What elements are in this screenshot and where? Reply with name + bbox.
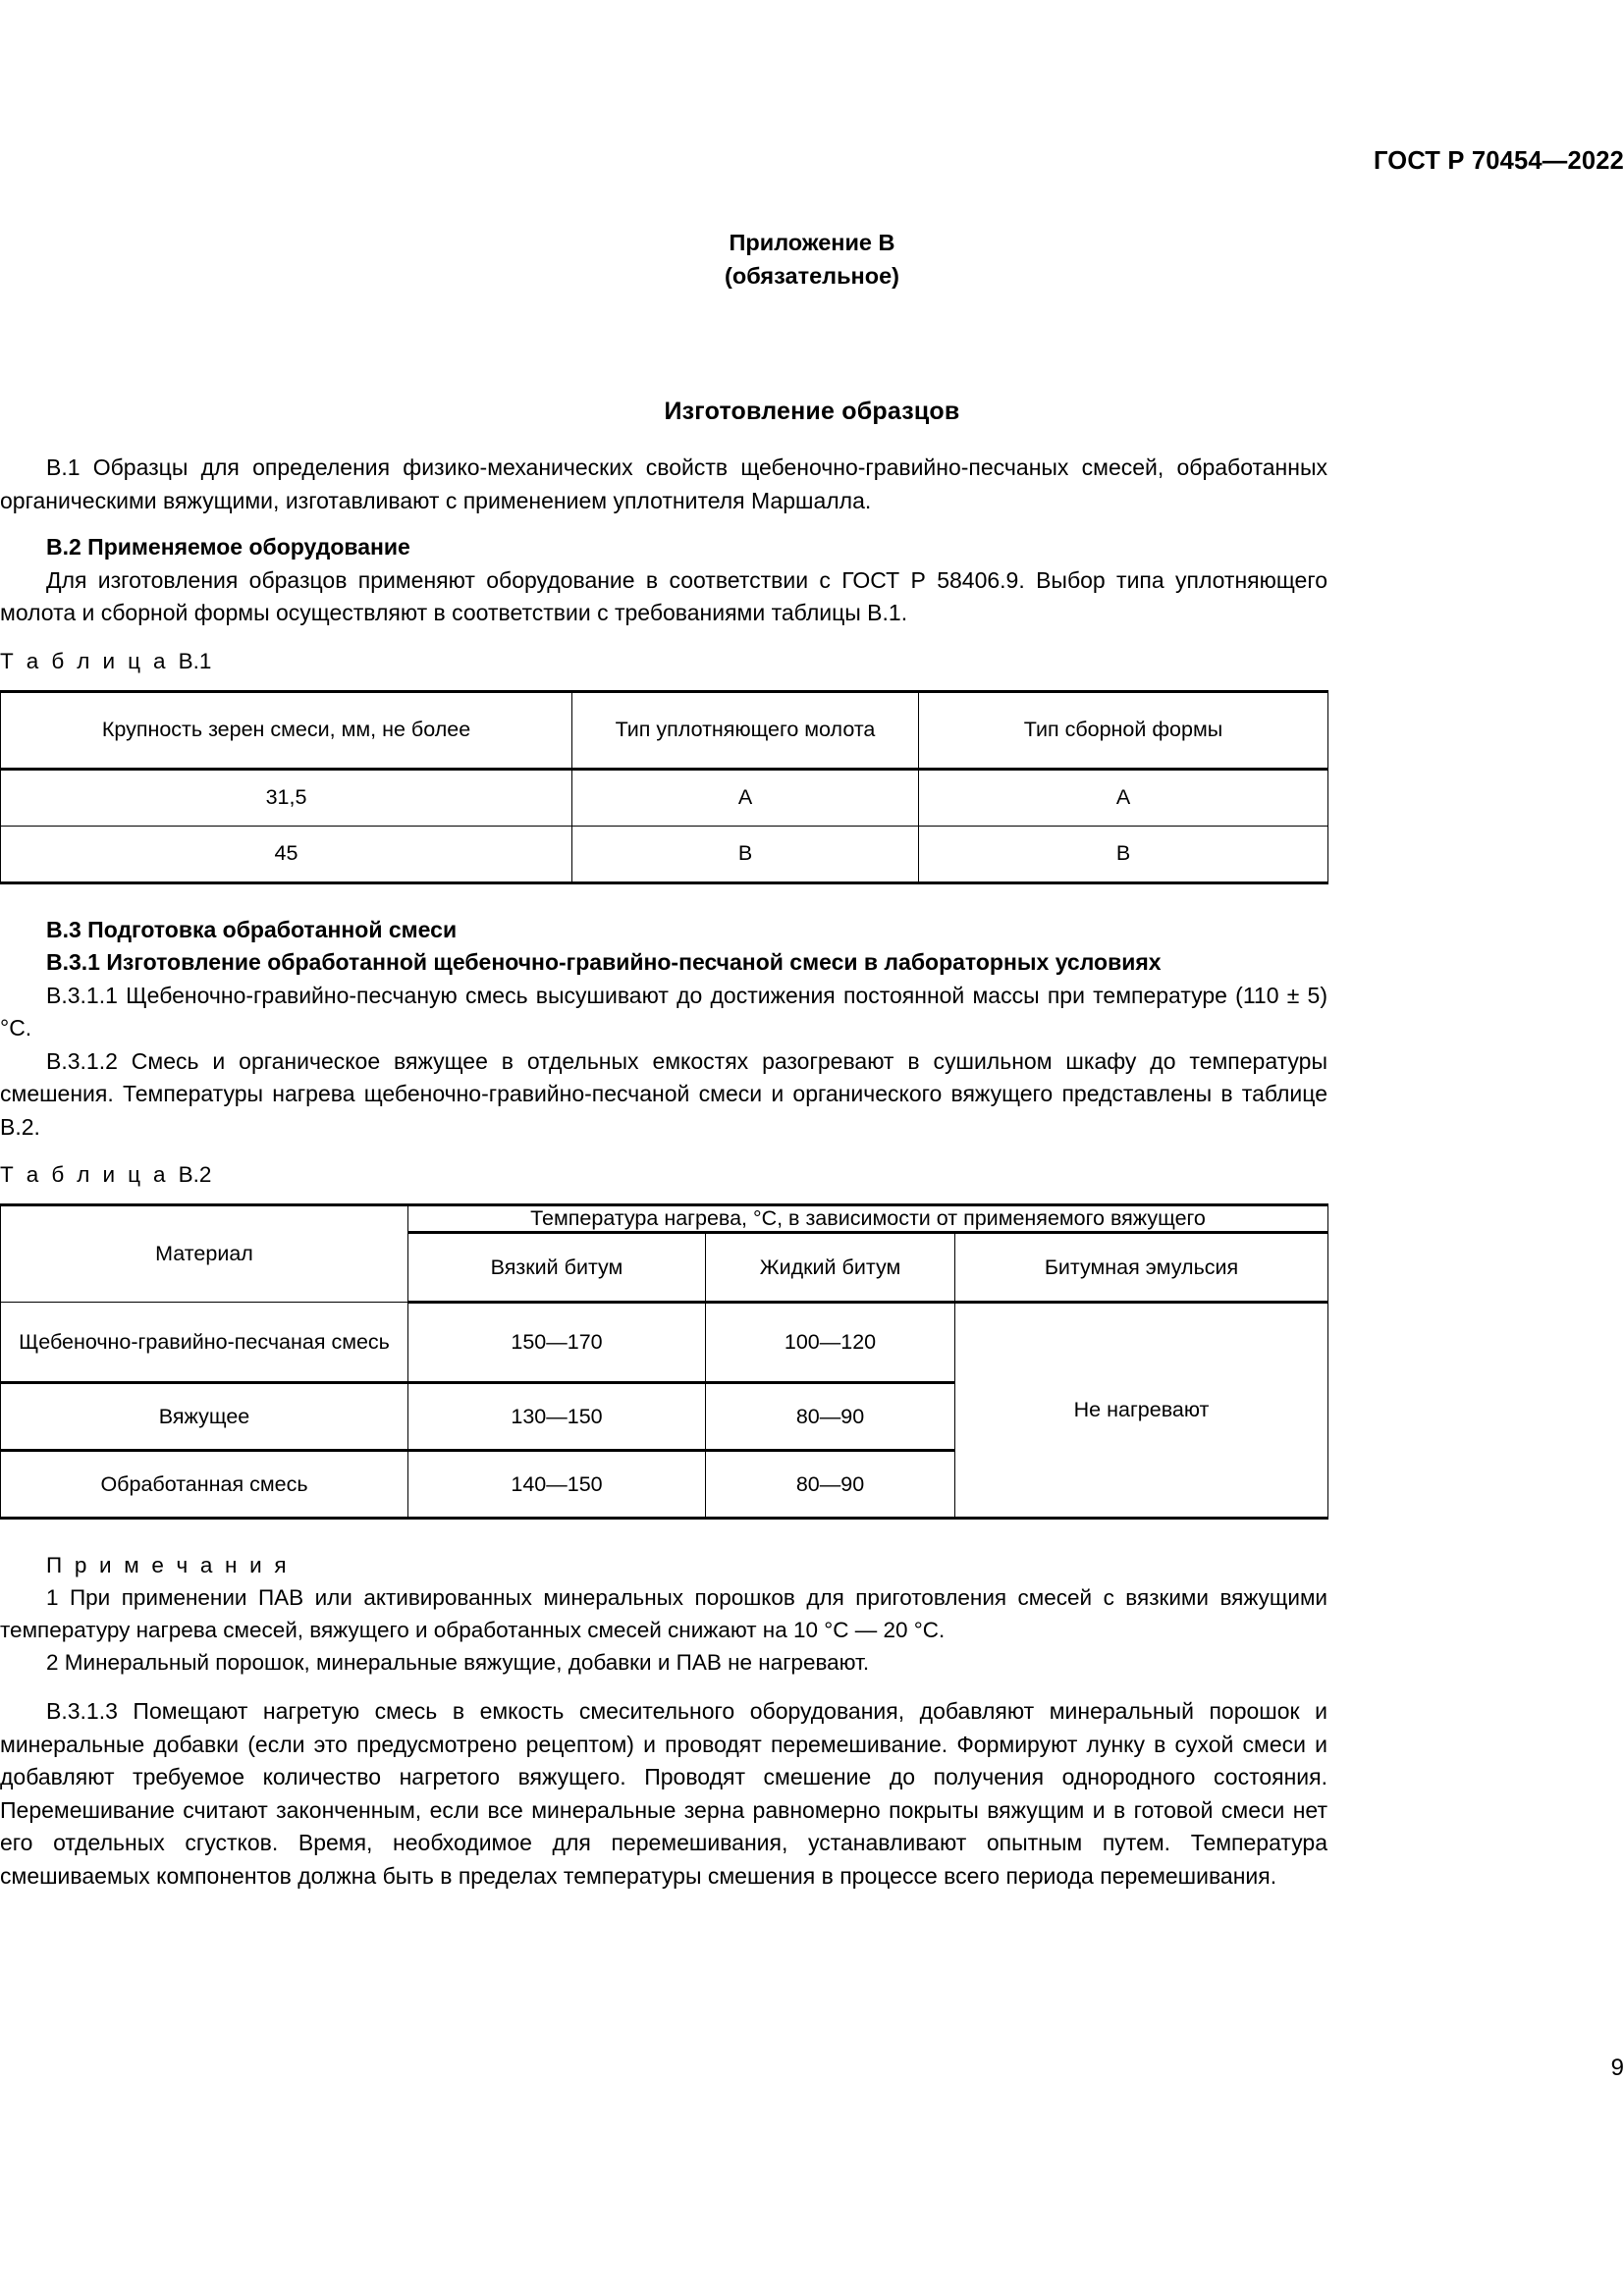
table-b2-caption: [0, 1160, 1327, 1190]
paragraph-b312: В.3.1.2 Смесь и органическое вяжущее в отдельных емкостях разогревают в сушильном шкафу до температуры смешения. Температуры нагрева щебеночно-гравийно-песчаной смеси и органического вяжущего представлены в таблице В.2.: [0, 1047, 1327, 1140]
table-b1-cell-hammer-1: A: [572, 769, 919, 826]
table-b2-cell-material-1: Щебеночно-гравийно-песчаная смесь: [1, 1303, 408, 1383]
table-b2-cell-viscous-2: 130—150: [408, 1383, 706, 1451]
page-number: 9: [1610, 2055, 1624, 2081]
note-item-1: 1 При применении ПАВ или активированных минеральных порошков для приготовления смесей с вязкими вяжущими температуру нагрева смесей, вяжущего и обработанных смесей снижают на 10 °С — 20 °С.: [0, 1585, 1327, 1642]
table-b1-caption-label: Т а б л и ц а: [0, 648, 179, 673]
table-b1-header-cell-grain-size: Крупность зерен смеси, мм, не более: [1, 691, 572, 769]
table-b2-header-cell-viscous-bitumen: Вязкий битум: [408, 1233, 706, 1303]
table-b1-cell-grain-size-1: 31,5: [1, 769, 572, 826]
table-row: [1, 769, 1328, 826]
table-b1-header-cell-hammer-type: Тип уплотняющего молота: [572, 691, 919, 769]
paragraph-b311: В.3.1.1 Щебеночно-гравийно-песчаную смесь высушивают до достижения постоянной массы при температуре (110 ± 5) °С.: [0, 982, 1327, 1041]
table-row: [1, 1303, 1328, 1383]
appendix-status: (обязательное): [725, 263, 899, 289]
table-b1-cell-mold-2: B: [919, 826, 1328, 882]
table-b2-cell-material-3: Обработанная смесь: [1, 1451, 408, 1519]
table-b2-cell-liquid-1: 100—120: [706, 1303, 955, 1383]
table-b1-header-cell-mold-type: Тип сборной формы: [919, 691, 1328, 769]
table-b1-cell-grain-size-2: 45: [1, 826, 572, 882]
table-b2-cell-liquid-3: 80—90: [706, 1451, 955, 1519]
table-b2-cell-liquid-2: 80—90: [706, 1383, 955, 1451]
table-b2-cell-viscous-3: 140—150: [408, 1451, 706, 1519]
table-b2: [0, 1203, 1328, 1520]
table-b2-header-row-group: [1, 1205, 1328, 1233]
table-b2-cell-emulsion-merged: Не нагревают: [955, 1303, 1328, 1519]
table-row: [1, 826, 1328, 882]
paragraph-b313: В.3.1.3 Помещают нагретую смесь в емкость смесительного оборудования, добавляют минеральный порошок и минеральные добавки (если это предусмотрено рецептом) и проводят перемешивание. Формируют лунку в сухой смеси и добавляют требуемое количество нагретого вяжущего. Проводят смешение до получения однородного состояния. Перемешивание считают законченным, если все минеральные зерна равномерно покрыты вяжущим и в готовой смеси нет его отдельных сгустков. Время, необходимое для перемешивания, устанавливают опытным путем. Температура смешиваемых компонентов должна быть в пределах температуры смешения в процессе всего периода перемешивания.: [0, 1698, 1327, 1889]
table-b1-cell-mold-1: A: [919, 769, 1328, 826]
table-b2-header-cell-bitumen-emulsion: Битумная эмульсия: [955, 1233, 1328, 1303]
appendix-heading-block: [0, 226, 1624, 293]
heading-b2: В.2 Применяемое оборудование: [46, 534, 410, 560]
table-b1-caption: [0, 647, 1327, 676]
document-header-standard-number: ГОСТ Р 70454—2022: [1373, 147, 1624, 175]
table-b2-cell-viscous-1: 150—170: [408, 1303, 706, 1383]
heading-b31: В.3.1 Изготовление обработанной щебеночно-гравийно-песчаной смеси в лабораторных условиях: [46, 949, 1162, 975]
heading-b3: В.3 Подготовка обработанной смеси: [46, 916, 458, 942]
table-b2-cell-material-2: Вяжущее: [1, 1383, 408, 1451]
table-b2-header-cell-heating-temperature: Температура нагрева, °С, в зависимости от применяемого вяжущего: [408, 1205, 1328, 1233]
document-body: [0, 452, 1327, 1893]
notes-heading: П р и м е ч а н и я: [46, 1553, 290, 1577]
table-b1-caption-number: В.1: [178, 648, 212, 673]
table-b2-caption-number: В.2: [178, 1162, 212, 1187]
table-b1-cell-hammer-2: B: [572, 826, 919, 882]
table-b2-header-cell-liquid-bitumen: Жидкий битум: [706, 1233, 955, 1303]
table-b1-header-row: [1, 691, 1328, 769]
table-b2-header-cell-material: Материал: [1, 1205, 408, 1303]
table-b1: [0, 690, 1328, 884]
appendix-name: Приложение В: [729, 230, 895, 255]
paragraph-b2: Для изготовления образцов применяют оборудование в соответствии с ГОСТ Р 58406.9. Выбор типа уплотняющего молота и сборной формы осуществляют в соответствии с требованиями таблицы В.1.: [0, 566, 1327, 625]
paragraph-b1: В.1 Образцы для определения физико-механических свойств щебеночно-гравийно-песчаных смесей, обработанных органическими вяжущими, изготавливают с применением уплотнителя Маршалла.: [0, 454, 1327, 513]
table-b2-caption-label: Т а б л и ц а: [0, 1162, 179, 1187]
page-title: Изготовление образцов: [664, 398, 960, 425]
note-item-2: 2 Минеральный порошок, минеральные вяжущие, добавки и ПАВ не нагревают.: [46, 1650, 870, 1675]
